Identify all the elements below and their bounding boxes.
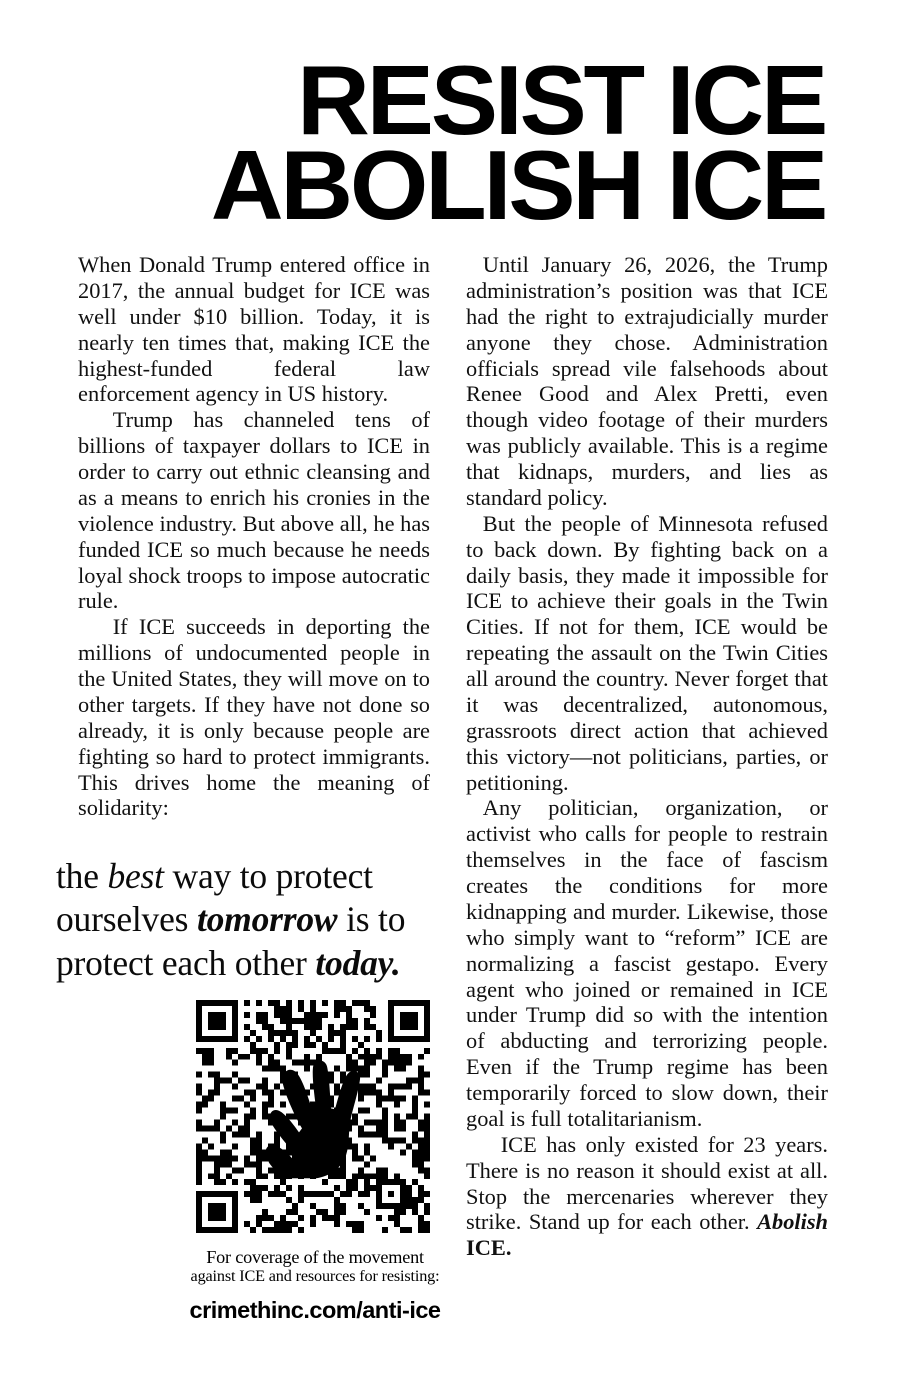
footer-line-2: against ICE and resources for resisting:: [190, 1267, 440, 1286]
ice-word: ICE.: [466, 1235, 512, 1261]
qr-code-matrix: [196, 1000, 430, 1233]
pullquote-part-1: the: [56, 856, 108, 896]
left-paragraph-2: Trump has channeled tens of billions of taxpayer dollars to ICE in order to carry out ethnic cleansing and as a means to enrich his cronies in the violence industry. But above all, he has funded ICE so much because he needs loyal shock troops to impose autocratic rule.: [78, 407, 430, 614]
final-paragraph-text: ICE has only existed for 23 years. There is no reason it should exist at all. Stop the mercenaries wherever they strike. Stand up for each other.: [466, 1131, 828, 1235]
footer-line-1: For coverage of the movement: [206, 1247, 424, 1267]
left-column: [78, 252, 430, 821]
headline-line-2: ABOLISH ICE: [210, 130, 826, 241]
poster-headline: [0, 45, 826, 241]
pullquote-part-3: is to protect each other: [56, 899, 406, 983]
headline-line-1: RESIST ICE: [297, 45, 825, 155]
left-paragraph-3: If ICE succeeds in deporting the millions of undocumented people in the United States, they will move on to other targets. If they have not done so already, it is only because people are fighting so hard to protect immigrants. This drives home the meaning of solidarity:: [78, 614, 430, 821]
right-paragraph-2: But the people of Minnesota refused to back down. By fighting back on a daily basis, they made it impossible for ICE to achieve their goals in the Twin Cities. If not for them, ICE would be repeating the assault on the Twin Cities all around the country. Never forget that it was decentralized, autonomous, grassroots direct action that achieved this victory—not politicians, parties, or petitioning.: [466, 510, 828, 795]
website-url[interactable]: crimethinc.com/anti-ice: [189, 1297, 441, 1323]
right-paragraph-1: Until January 26, 2026, the Trump administration’s position was that ICE had the right to extrajudicially murder anyone they chose. Administration officials spread vile falsehoods about Renee Good and Alex Pretti, even though video footage of their murders was publicly available. This is a regime that kidnaps, murders, and lies as standard policy.: [466, 252, 828, 510]
pull-quote: [56, 855, 451, 985]
pullquote-today: today.: [315, 942, 401, 983]
qr-code[interactable]: [196, 1000, 430, 1233]
right-column: [466, 252, 828, 1261]
right-paragraph-3: Any politician, organization, or activist who calls for people to restrain themselves in the face of fascism creates the conditions for more kidnapping and murder. Likewise, those who simply want to “reform” ICE are normalizing a fascist gestapo. Every agent who joined or remained in ICE under Trump did so with the intention of abducting and terrorizing people. Even if the Trump regime has been temporarily forced to slow down, their goal is full totalitarianism.: [466, 795, 828, 1131]
pullquote-part-2: way to protect ourselves: [56, 856, 373, 940]
pullquote-best: best: [107, 856, 164, 896]
right-paragraph-final: [466, 1132, 828, 1261]
abolish-word: Abolish: [757, 1209, 828, 1235]
footer-caption: [150, 1247, 480, 1286]
left-paragraph-1: When Donald Trump entered office in 2017, the annual budget for ICE was well under $10 billion. Today, it is nearly ten times that, making ICE the highest-funded federal law enforcement agency in US history.: [78, 252, 430, 407]
pullquote-tomorrow: tomorrow: [196, 899, 338, 940]
